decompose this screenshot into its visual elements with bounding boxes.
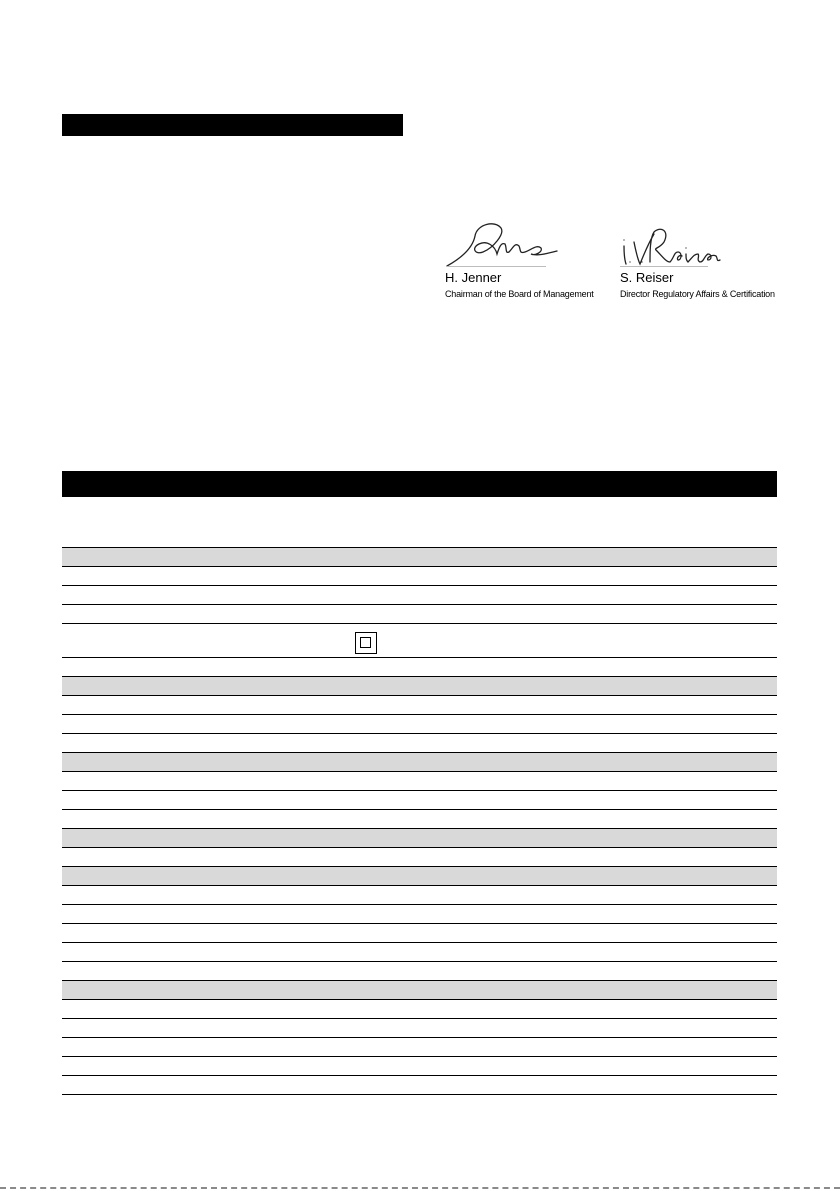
technical-data-table	[62, 496, 777, 1095]
table-row	[62, 567, 777, 586]
table-row	[62, 496, 777, 548]
table-section-row	[62, 548, 777, 567]
technical-data-header-bar	[62, 471, 777, 496]
protection-class-ii-icon	[355, 632, 377, 654]
table-section-row	[62, 677, 777, 696]
table-row	[62, 772, 777, 791]
table-row	[62, 943, 777, 962]
signatory-name: H. Jenner	[445, 270, 502, 285]
table-row	[62, 624, 777, 658]
signature-line	[620, 266, 708, 267]
table-row	[62, 962, 777, 981]
signatory-role: Chairman of the Board of Management	[445, 289, 594, 299]
signature-block-reiser	[620, 218, 775, 302]
table-row	[62, 1019, 777, 1038]
signature-block-jenner	[445, 218, 605, 302]
table-row	[62, 715, 777, 734]
table-row	[62, 1057, 777, 1076]
table-row	[62, 905, 777, 924]
table-section-row	[62, 981, 777, 1000]
table-section-row	[62, 829, 777, 848]
table-row	[62, 810, 777, 829]
table-row	[62, 696, 777, 715]
table-row	[62, 924, 777, 943]
table-row	[62, 586, 777, 605]
signature-line	[446, 266, 546, 267]
signatory-role: Director Regulatory Affairs & Certification	[620, 289, 775, 299]
table-row	[62, 848, 777, 867]
table-section-row	[62, 867, 777, 886]
declaration-title-bar	[62, 114, 403, 136]
signatory-name: S. Reiser	[620, 270, 674, 285]
table-section-row	[62, 753, 777, 772]
table-row	[62, 791, 777, 810]
table-row	[62, 886, 777, 905]
table-row	[62, 658, 777, 677]
table-row	[62, 1000, 777, 1019]
table-row	[62, 605, 777, 624]
table-row	[62, 1038, 777, 1057]
table-row	[62, 734, 777, 753]
handwritten-signature-jenner	[445, 218, 605, 270]
handwritten-signature-reiser	[620, 218, 770, 270]
table-row	[62, 1076, 777, 1095]
page-edge-divider	[0, 1187, 840, 1189]
